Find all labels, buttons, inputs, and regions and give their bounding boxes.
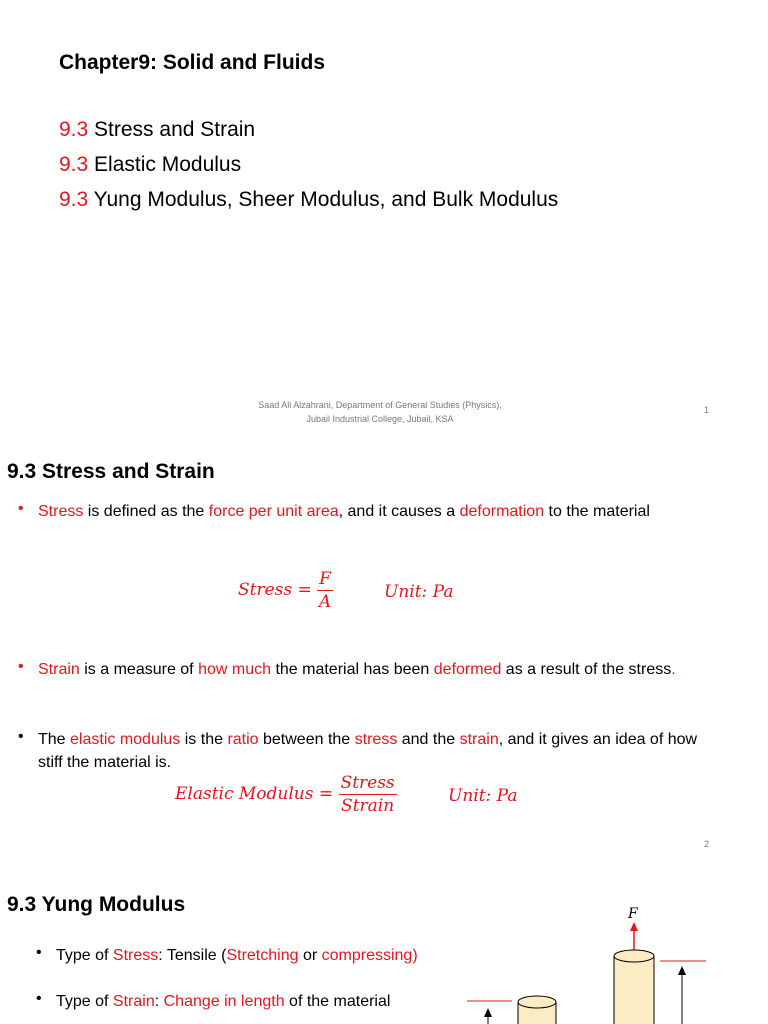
elastic-modulus-formula bbox=[175, 772, 397, 817]
bullet-stress-definition bbox=[38, 500, 698, 523]
section-number: 9.3 bbox=[59, 188, 89, 211]
section-text: Elastic Modulus bbox=[88, 153, 242, 176]
bullet-elastic-modulus bbox=[38, 728, 698, 774]
section-item-2 bbox=[59, 153, 241, 177]
section-number: 9.3 bbox=[59, 118, 89, 141]
text: : Tensile ( bbox=[158, 947, 227, 964]
keyword: deformed bbox=[433, 661, 502, 678]
text: , and it causes a bbox=[338, 503, 460, 520]
denominator: Strain bbox=[341, 796, 395, 816]
keyword: Change in length bbox=[163, 993, 285, 1010]
keyword: force per unit area bbox=[208, 503, 339, 520]
keyword: elastic modulus bbox=[70, 731, 181, 748]
chapter-title: Chapter9: Solid and Fluids bbox=[59, 51, 326, 74]
slide-2 bbox=[0, 432, 768, 864]
slide-title: 9.3 Yung Modulus bbox=[7, 893, 186, 916]
footer-line-2: Jubail Industrial College, Jubail, KSA bbox=[306, 414, 454, 424]
slide-title: 9.3 Stress and Strain bbox=[7, 460, 215, 483]
bullet-dot: • bbox=[36, 990, 42, 1007]
denominator: A bbox=[318, 592, 332, 612]
text: Type of bbox=[56, 947, 113, 964]
keyword: Strain bbox=[38, 661, 80, 678]
keyword: strain bbox=[459, 731, 499, 748]
bullet-dot: • bbox=[18, 658, 24, 675]
bullet-strain-definition bbox=[38, 658, 698, 681]
slide-1 bbox=[0, 0, 768, 432]
elastic-modulus-unit: Unit: Pa bbox=[448, 786, 518, 806]
bullet-dot: • bbox=[18, 728, 24, 745]
numerator: F bbox=[319, 569, 331, 589]
formula-fraction bbox=[317, 568, 333, 613]
length-arrow-head bbox=[678, 966, 686, 975]
cylinder-short-top bbox=[518, 996, 556, 1008]
formula-lhs: Stress = bbox=[238, 580, 312, 600]
text: or bbox=[298, 947, 322, 964]
keyword: stress bbox=[354, 731, 398, 748]
cylinder-tall-top bbox=[614, 950, 654, 962]
text: is defined as the bbox=[83, 503, 209, 520]
keyword: how much bbox=[198, 661, 271, 678]
stress-formula bbox=[238, 568, 333, 613]
section-text: Stress and Strain bbox=[88, 118, 256, 141]
text: to the material bbox=[544, 503, 650, 520]
text: between the bbox=[258, 731, 355, 748]
bullet-strain-type bbox=[56, 990, 390, 1013]
footer-line-1: Saad Ali Alzahrani, Department of General Studies (Physics), bbox=[258, 400, 502, 410]
section-item-1 bbox=[59, 118, 255, 142]
text: is a measure of bbox=[79, 661, 199, 678]
force-label: F bbox=[628, 906, 638, 922]
text: : bbox=[154, 993, 164, 1010]
slide-3 bbox=[0, 864, 768, 1024]
numerator: Stress bbox=[340, 773, 395, 793]
bullet-dot: • bbox=[18, 500, 24, 517]
formula-lhs: Elastic Modulus = bbox=[175, 784, 334, 804]
text: as a result of the stress bbox=[501, 661, 672, 678]
text: the material has been bbox=[271, 661, 434, 678]
page-number: 1 bbox=[704, 405, 710, 415]
slide-footer bbox=[230, 398, 530, 426]
keyword: compressing) bbox=[321, 947, 418, 964]
text: is the bbox=[180, 731, 228, 748]
keyword: ratio bbox=[227, 731, 259, 748]
section-text: Yung Modulus, Sheer Modulus, and Bulk Modulus bbox=[88, 188, 559, 211]
bullet-dot: • bbox=[36, 944, 42, 961]
text: The bbox=[38, 731, 71, 748]
text: of the material bbox=[284, 993, 391, 1010]
force-arrow-head bbox=[630, 922, 638, 931]
keyword: Stretching bbox=[226, 947, 299, 964]
keyword: Stress bbox=[112, 947, 159, 964]
text: , and it gives an idea of how stiff the material is. bbox=[38, 731, 698, 771]
text: Type of bbox=[56, 993, 113, 1010]
bullet-stress-type bbox=[56, 944, 418, 967]
keyword: deformation bbox=[459, 503, 545, 520]
page-number: 2 bbox=[704, 839, 710, 849]
tensile-figure bbox=[460, 900, 720, 1024]
cylinder-tall-body bbox=[614, 956, 654, 1024]
section-number: 9.3 bbox=[59, 153, 89, 176]
keyword: Strain bbox=[112, 993, 155, 1010]
section-item-3 bbox=[59, 188, 558, 212]
text: and the bbox=[397, 731, 460, 748]
stress-unit: Unit: Pa bbox=[384, 582, 454, 602]
keyword: Stress bbox=[38, 503, 84, 520]
formula-fraction bbox=[339, 772, 397, 817]
original-length-arrow-head bbox=[484, 1008, 492, 1017]
keyword: . bbox=[671, 661, 676, 678]
